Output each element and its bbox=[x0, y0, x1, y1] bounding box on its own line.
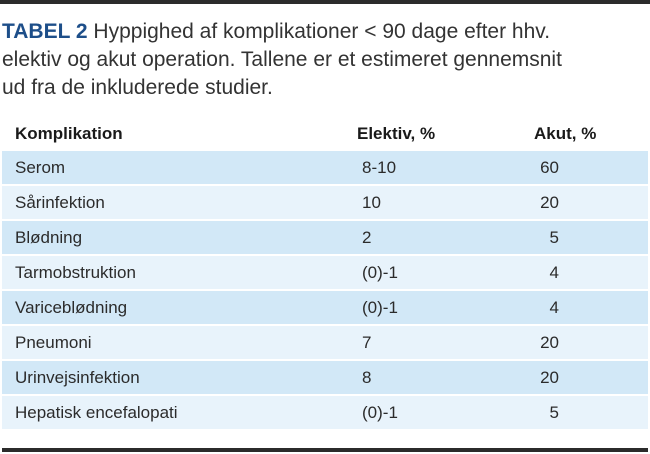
table-row bbox=[2, 396, 648, 431]
cell-akut: 20 bbox=[540, 192, 559, 212]
column-header-komplikation: Komplikation bbox=[15, 124, 123, 143]
complications-table bbox=[2, 102, 648, 431]
cell-akut: 4 bbox=[549, 262, 559, 282]
table-row bbox=[2, 256, 648, 291]
bottom-rule bbox=[2, 448, 648, 452]
table-body bbox=[2, 151, 648, 431]
table-row bbox=[2, 151, 648, 186]
cell-elektiv: (0)-1 bbox=[362, 262, 398, 282]
cell-komplikation: Tarmobstruktion bbox=[15, 262, 136, 282]
table-row bbox=[2, 221, 648, 256]
table-row bbox=[2, 361, 648, 396]
cell-elektiv: 7 bbox=[362, 332, 372, 352]
cell-komplikation: Pneumoni bbox=[15, 332, 92, 352]
top-rule bbox=[0, 0, 650, 4]
cell-akut: 5 bbox=[549, 402, 559, 422]
cell-elektiv: 8 bbox=[362, 367, 372, 387]
cell-komplikation: Hepatisk encefalopati bbox=[15, 402, 178, 422]
table-row bbox=[2, 186, 648, 221]
cell-elektiv: 8-10 bbox=[362, 157, 397, 177]
cell-akut: 60 bbox=[540, 157, 559, 177]
table-caption-text: Hyppighed af komplikationer < 90 dage efter hhv. elektiv og akut operation. Tallene er et estimeret gennemsnit ud fra de inkluderede studier. bbox=[2, 20, 562, 99]
table-caption-label: TABEL 2 bbox=[2, 20, 88, 43]
cell-komplikation: Variceblødning bbox=[15, 297, 128, 317]
cell-komplikation: Urinvejsinfektion bbox=[15, 367, 140, 387]
column-header-elektiv: Elektiv, % bbox=[357, 124, 436, 143]
cell-elektiv: 10 bbox=[362, 192, 381, 212]
column-header-akut: Akut, % bbox=[534, 124, 597, 143]
cell-elektiv: 2 bbox=[362, 227, 372, 247]
table-caption bbox=[2, 18, 567, 102]
cell-komplikation: Blødning bbox=[15, 227, 83, 247]
cell-akut: 4 bbox=[549, 297, 559, 317]
table-row bbox=[2, 326, 648, 361]
cell-komplikation: Sårinfektion bbox=[15, 192, 105, 212]
cell-akut: 20 bbox=[540, 367, 559, 387]
cell-elektiv: (0)-1 bbox=[362, 297, 398, 317]
cell-akut: 20 bbox=[540, 332, 559, 352]
cell-akut: 5 bbox=[549, 227, 559, 247]
cell-elektiv: (0)-1 bbox=[362, 402, 398, 422]
cell-komplikation: Serom bbox=[15, 157, 66, 177]
table-row bbox=[2, 291, 648, 326]
table-header-row bbox=[2, 102, 648, 151]
